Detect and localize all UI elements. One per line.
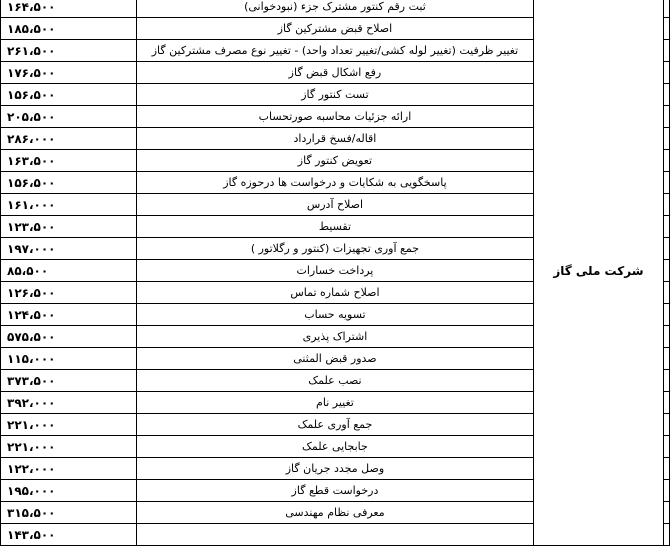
price-cell: ۱۶۳،۵۰۰	[1, 150, 137, 172]
edge-cell	[664, 480, 670, 502]
edge-cell	[664, 436, 670, 458]
service-cell: اصلاح آدرس	[137, 194, 533, 216]
edge-cell	[664, 84, 670, 106]
service-cell: جابجایی علمک	[137, 436, 533, 458]
service-cell: اقاله/فسخ قرارداد	[137, 128, 533, 150]
service-cell: معرفی نظام مهندسی	[137, 502, 533, 524]
price-cell: ۲۶۱،۵۰۰	[1, 40, 137, 62]
service-cell: تست کنتور گاز	[137, 84, 533, 106]
price-cell: ۵۷۵،۵۰۰	[1, 326, 137, 348]
edge-cell	[664, 62, 670, 84]
price-cell: ۸۵،۵۰۰	[1, 260, 137, 282]
price-cell: ۱۹۵،۰۰۰	[1, 480, 137, 502]
service-cell	[137, 524, 533, 546]
edge-cell	[664, 172, 670, 194]
price-cell: ۳۷۳،۵۰۰	[1, 370, 137, 392]
service-cell: درخواست قطع گاز	[137, 480, 533, 502]
edge-cell	[664, 348, 670, 370]
service-cell: جمع آوری علمک	[137, 414, 533, 436]
edge-cell	[664, 392, 670, 414]
edge-cell	[664, 458, 670, 480]
edge-cell	[664, 282, 670, 304]
edge-cell	[664, 216, 670, 238]
price-table-body	[1, 0, 670, 546]
price-cell: ۳۱۵،۵۰۰	[1, 502, 137, 524]
edge-cell	[664, 414, 670, 436]
price-cell: ۱۹۷،۰۰۰	[1, 238, 137, 260]
price-cell: ۱۴۳،۵۰۰	[1, 524, 137, 546]
price-cell: ۱۸۵،۵۰۰	[1, 18, 137, 40]
service-cell: تعویض کنتور گاز	[137, 150, 533, 172]
service-cell: تغییر ظرفیت (تغییر لوله کشی/تغییر تعداد واحد) - تغییر نوع مصرف مشترکین گاز	[137, 40, 533, 62]
price-cell: ۱۷۶،۵۰۰	[1, 62, 137, 84]
price-cell: ۲۲۱،۰۰۰	[1, 436, 137, 458]
price-cell: ۱۶۱،۰۰۰	[1, 194, 137, 216]
service-cell: تسویه حساب	[137, 304, 533, 326]
service-cell: رفع اشکال قبض گاز	[137, 62, 533, 84]
edge-cell	[664, 260, 670, 282]
edge-cell	[664, 40, 670, 62]
price-cell: ۱۵۶،۵۰۰	[1, 84, 137, 106]
edge-cell	[664, 0, 670, 18]
price-cell: ۲۰۵،۵۰۰	[1, 106, 137, 128]
price-cell: ۱۱۵،۰۰۰	[1, 348, 137, 370]
price-cell: ۲۸۶،۰۰۰	[1, 128, 137, 150]
edge-cell	[664, 238, 670, 260]
service-cell: صدور قبض المثنی	[137, 348, 533, 370]
price-cell: ۱۶۴،۵۰۰	[1, 0, 137, 18]
price-cell: ۱۵۶،۵۰۰	[1, 172, 137, 194]
edge-cell	[664, 128, 670, 150]
price-cell: ۱۲۳،۵۰۰	[1, 216, 137, 238]
service-cell: وصل مجدد جریان گاز	[137, 458, 533, 480]
service-cell: اصلاح شماره تماس	[137, 282, 533, 304]
service-cell: تغییر نام	[137, 392, 533, 414]
price-cell: ۳۹۲،۰۰۰	[1, 392, 137, 414]
service-cell: پاسخگویی به شکایات و درخواست ها درحوزه گاز	[137, 172, 533, 194]
edge-cell	[664, 326, 670, 348]
price-cell: ۲۲۱،۰۰۰	[1, 414, 137, 436]
edge-cell	[664, 502, 670, 524]
service-cell: اشتراک پذیری	[137, 326, 533, 348]
edge-cell	[664, 370, 670, 392]
price-cell: ۱۲۴،۵۰۰	[1, 304, 137, 326]
service-cell: اصلاح قبض مشترکین گاز	[137, 18, 533, 40]
service-cell: ارائه جزئیات محاسبه صورتحساب	[137, 106, 533, 128]
service-cell: ثبت رقم کنتور مشترک جزء (نبودخوانی)	[137, 0, 533, 18]
service-cell: جمع آوری تجهیزات (کنتور و رگلاتور )	[137, 238, 533, 260]
edge-cell	[664, 150, 670, 172]
edge-cell	[664, 304, 670, 326]
organization-cell: شرکت ملی گاز	[533, 0, 664, 546]
edge-cell	[664, 524, 670, 546]
price-cell: ۱۲۶،۵۰۰	[1, 282, 137, 304]
edge-cell	[664, 18, 670, 40]
edge-cell	[664, 106, 670, 128]
price-cell: ۱۲۲،۰۰۰	[1, 458, 137, 480]
table-row	[1, 0, 670, 18]
service-cell: پرداخت خسارات	[137, 260, 533, 282]
edge-cell	[664, 194, 670, 216]
service-cell: تقسیط	[137, 216, 533, 238]
service-cell: نصب علمک	[137, 370, 533, 392]
